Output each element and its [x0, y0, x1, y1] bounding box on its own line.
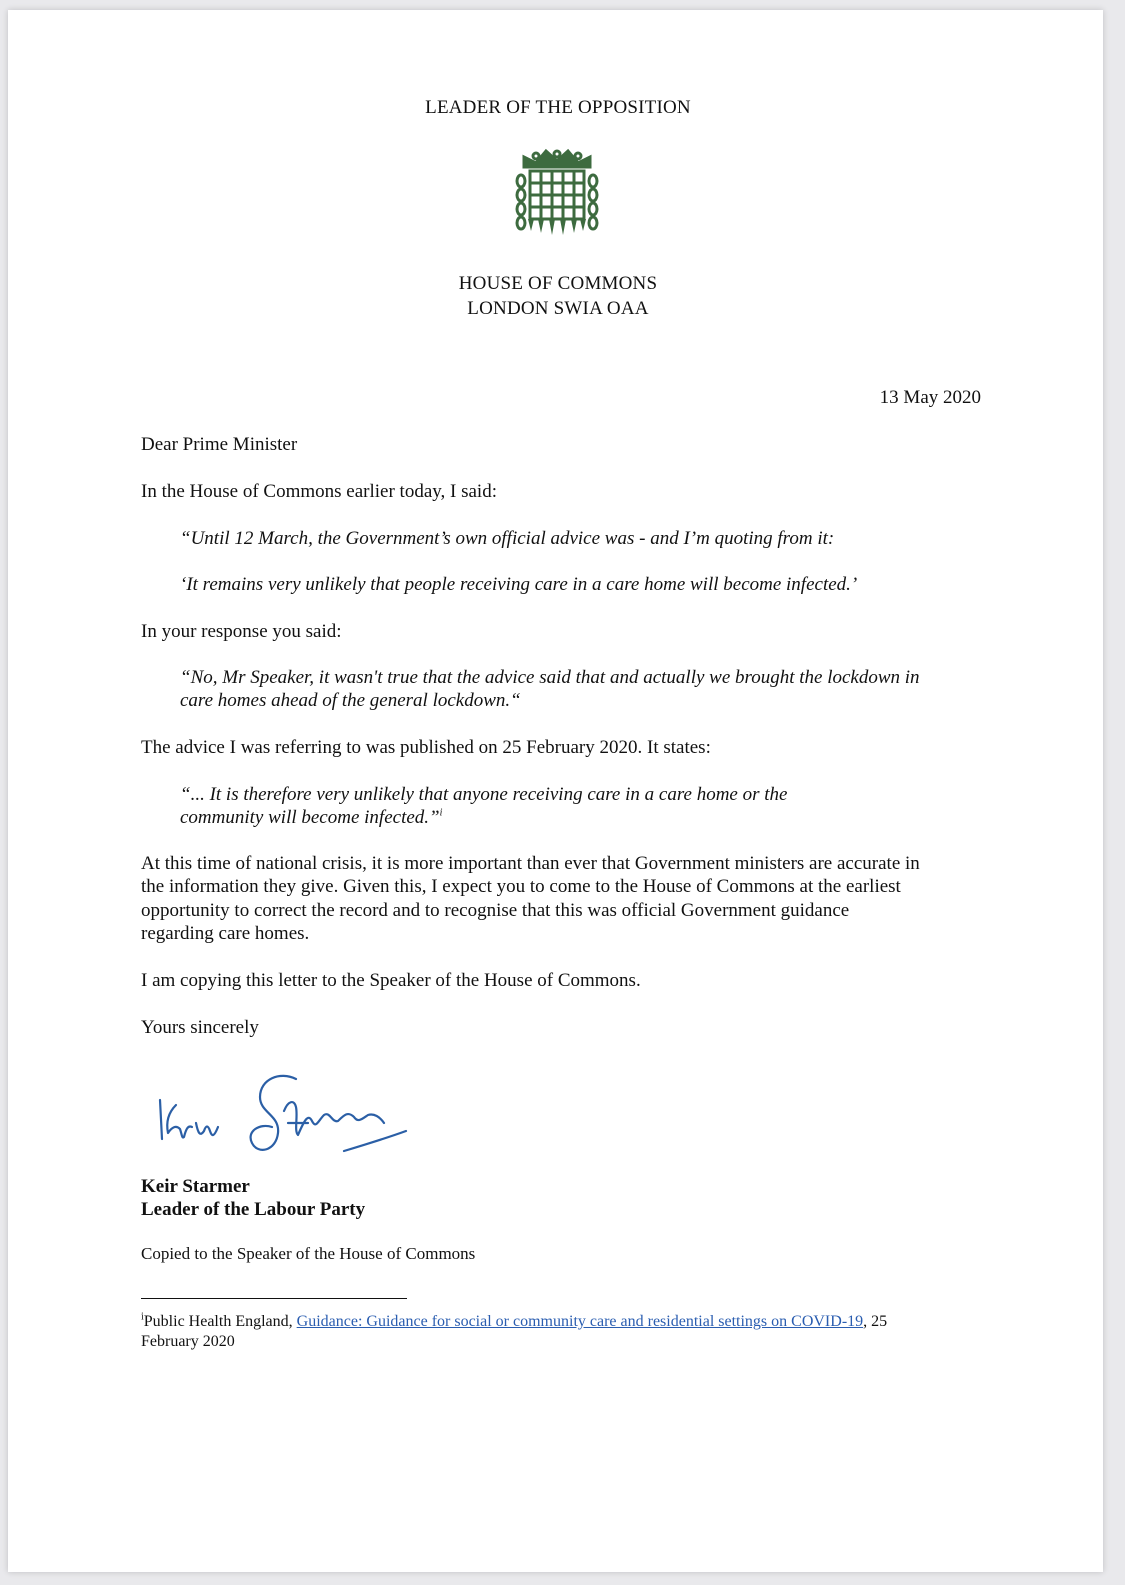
portcullis-icon [514, 145, 600, 240]
paragraph-4-line-1: At this time of national crisis, it is more important than ever that Government ministers are accurate in [141, 853, 920, 874]
address-line-2: LONDON SWIA OAA [467, 298, 649, 319]
quote-4-line-2: community will become infected.”$^i$ [180, 807, 443, 828]
footnote-marker: i [141, 1311, 144, 1323]
letter-date: 13 May 2020 [879, 387, 981, 408]
closing: Yours sincerely [141, 1017, 259, 1038]
guidance-link[interactable]: Guidance: Guidance for social or community care and residential settings on COVID-19 [296, 1313, 864, 1330]
office-title: LEADER OF THE OPPOSITION [425, 97, 691, 118]
footnote-suffix: , 25 [863, 1313, 888, 1330]
paragraph-5: I am copying this letter to the Speaker of the House of Commons. [141, 970, 641, 991]
signatory-title: Leader of the Labour Party [141, 1199, 366, 1220]
handwritten-signature [148, 1065, 418, 1165]
footnote-prefix: Public Health England, [143, 1313, 297, 1330]
footnote-reference: i [439, 807, 443, 819]
paragraph-4-line-3: opportunity to correct the record and to recognise that this was official Government guidance [141, 900, 850, 921]
paragraph-3: The advice I was referring to was published on 25 February 2020. It states: [141, 737, 711, 758]
quote-1: “Until 12 March, the Government’s own official advice was - and I’m quoting from it: [180, 528, 835, 549]
quote-3-line-1: “No, Mr Speaker, it wasn't true that the advice said that and actually we brought the lockdown in [180, 667, 920, 688]
address-line-1: HOUSE OF COMMONS [458, 273, 658, 294]
salutation: Dear Prime Minister [141, 434, 298, 455]
quote-4-line-1: “... It is therefore very unlikely that anyone receiving care in a care home or the [180, 784, 788, 805]
paragraph-4-line-2: the information they give. Given this, I expect you to come to the House of Commons at the earliest [141, 876, 901, 897]
quote-3-line-2: care homes ahead of the general lockdown.“ [180, 690, 521, 711]
cc-line: Copied to the Speaker of the House of Commons [141, 1244, 476, 1263]
quote-2: ‘It remains very unlikely that people receiving care in a care home will become infected.’ [180, 574, 858, 595]
paragraph-1: In the House of Commons earlier today, I said: [141, 481, 497, 502]
footnote-divider [141, 1298, 407, 1299]
footnote [141, 1312, 971, 1332]
footnote-line-2: February 2020 [141, 1333, 235, 1350]
paragraph-4-line-4: regarding care homes. [141, 923, 310, 944]
letter-page [8, 10, 1103, 1572]
paragraph-2: In your response you said: [141, 621, 342, 642]
signatory-name: Keir Starmer [141, 1176, 250, 1197]
